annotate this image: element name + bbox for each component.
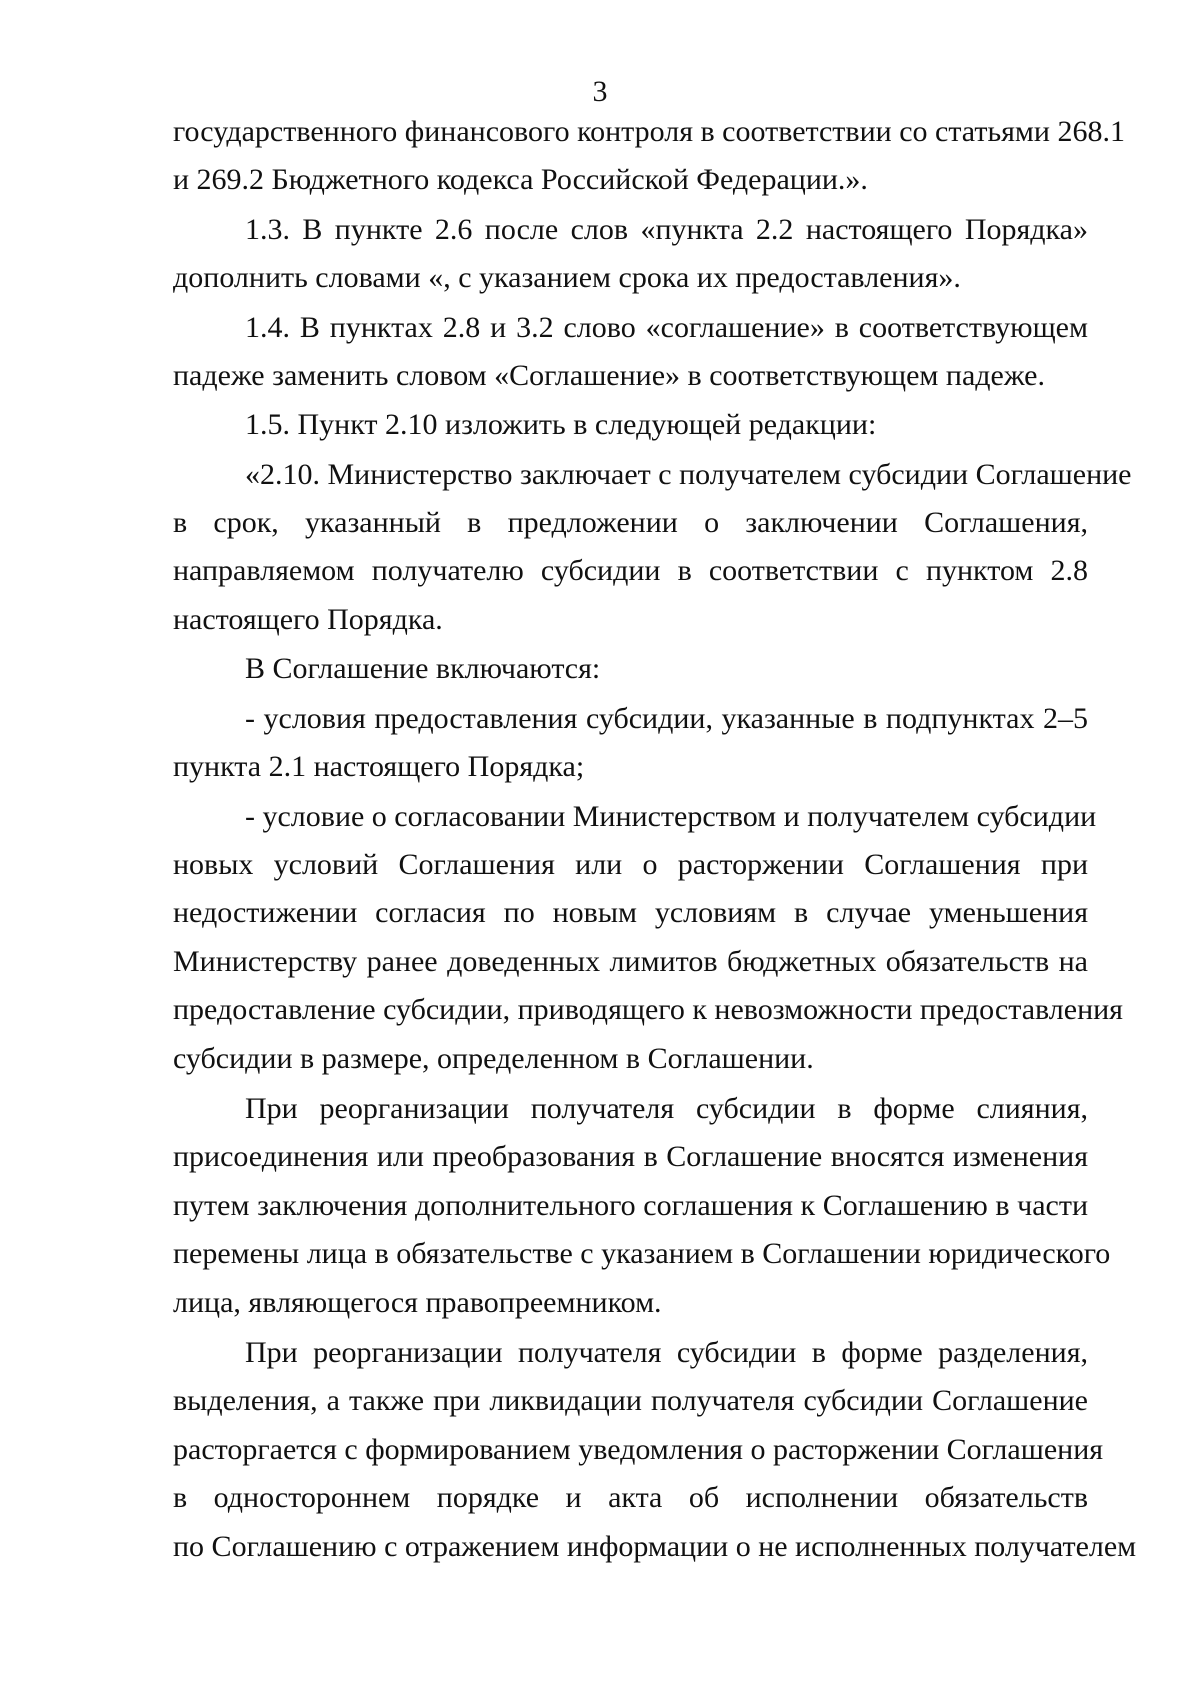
text-line: путем заключения дополнительного соглашения к Соглашению в части (173, 1189, 1088, 1222)
text-line: падеже заменить словом «Соглашение» в соответствующем падеже. (173, 359, 1045, 392)
text-line: предоставление субсидии, приводящего к невозможности предоставления (173, 993, 1123, 1026)
text-line: новых условий Соглашения или о расторжении Соглашения при (173, 848, 1088, 881)
text-line: настоящего Порядка. (173, 603, 443, 636)
text-line: пункта 2.1 настоящего Порядка; (173, 750, 585, 783)
text-line: и 269.2 Бюджетного кодекса Российской Федерации.». (173, 163, 868, 196)
text-line: присоединения или преобразования в Соглашение вносятся изменения (173, 1140, 1088, 1173)
text-line: 1.5. Пункт 2.10 изложить в следующей редакции: (245, 408, 877, 441)
text-line: 1.3. В пункте 2.6 после слов «пункта 2.2 настоящего Порядка» (245, 213, 1088, 246)
text-line: При реорганизации получателя субсидии в форме слияния, (245, 1092, 1088, 1125)
text-line: расторгается с формированием уведомления о расторжении Соглашения (173, 1433, 1104, 1466)
text-line: Министерству ранее доведенных лимитов бюджетных обязательств на (173, 945, 1088, 978)
text-line: недостижении согласия по новым условиям в случае уменьшения (173, 896, 1088, 929)
page-number: 3 (592, 75, 608, 108)
text-line: - условие о согласовании Министерством и получателем субсидии (245, 800, 1097, 833)
text-line: перемены лица в обязательстве с указанием в Соглашении юридического (173, 1237, 1111, 1270)
text-line: по Соглашению с отражением информации о не исполненных получателем (173, 1530, 1137, 1563)
text-line: лица, являющегося правопреемником. (173, 1286, 662, 1319)
text-line: При реорганизации получателя субсидии в форме разделения, (245, 1336, 1088, 1369)
text-line: направляемом получателю субсидии в соответствии с пунктом 2.8 (173, 554, 1088, 587)
text-line: выделения, а также при ликвидации получателя субсидии Соглашение (173, 1384, 1088, 1417)
text-line: «2.10. Министерство заключает с получателем субсидии Соглашение (245, 458, 1132, 491)
text-line: государственного финансового контроля в соответствии со статьями 268.1 (173, 115, 1125, 148)
text-line: - условия предоставления субсидии, указанные в подпунктах 2–5 (245, 702, 1088, 735)
text-line: дополнить словами «, с указанием срока их предоставления». (173, 261, 961, 294)
text-line: в одностороннем порядке и акта об исполнении обязательств (173, 1481, 1088, 1514)
text-line: 1.4. В пунктах 2.8 и 3.2 слово «соглашение» в соответствующем (245, 311, 1088, 344)
text-line: в срок, указанный в предложении о заключении Соглашения, (173, 506, 1088, 539)
text-line: субсидии в размере, определенном в Соглашении. (173, 1042, 814, 1075)
text-line: В Соглашение включаются: (245, 652, 601, 685)
